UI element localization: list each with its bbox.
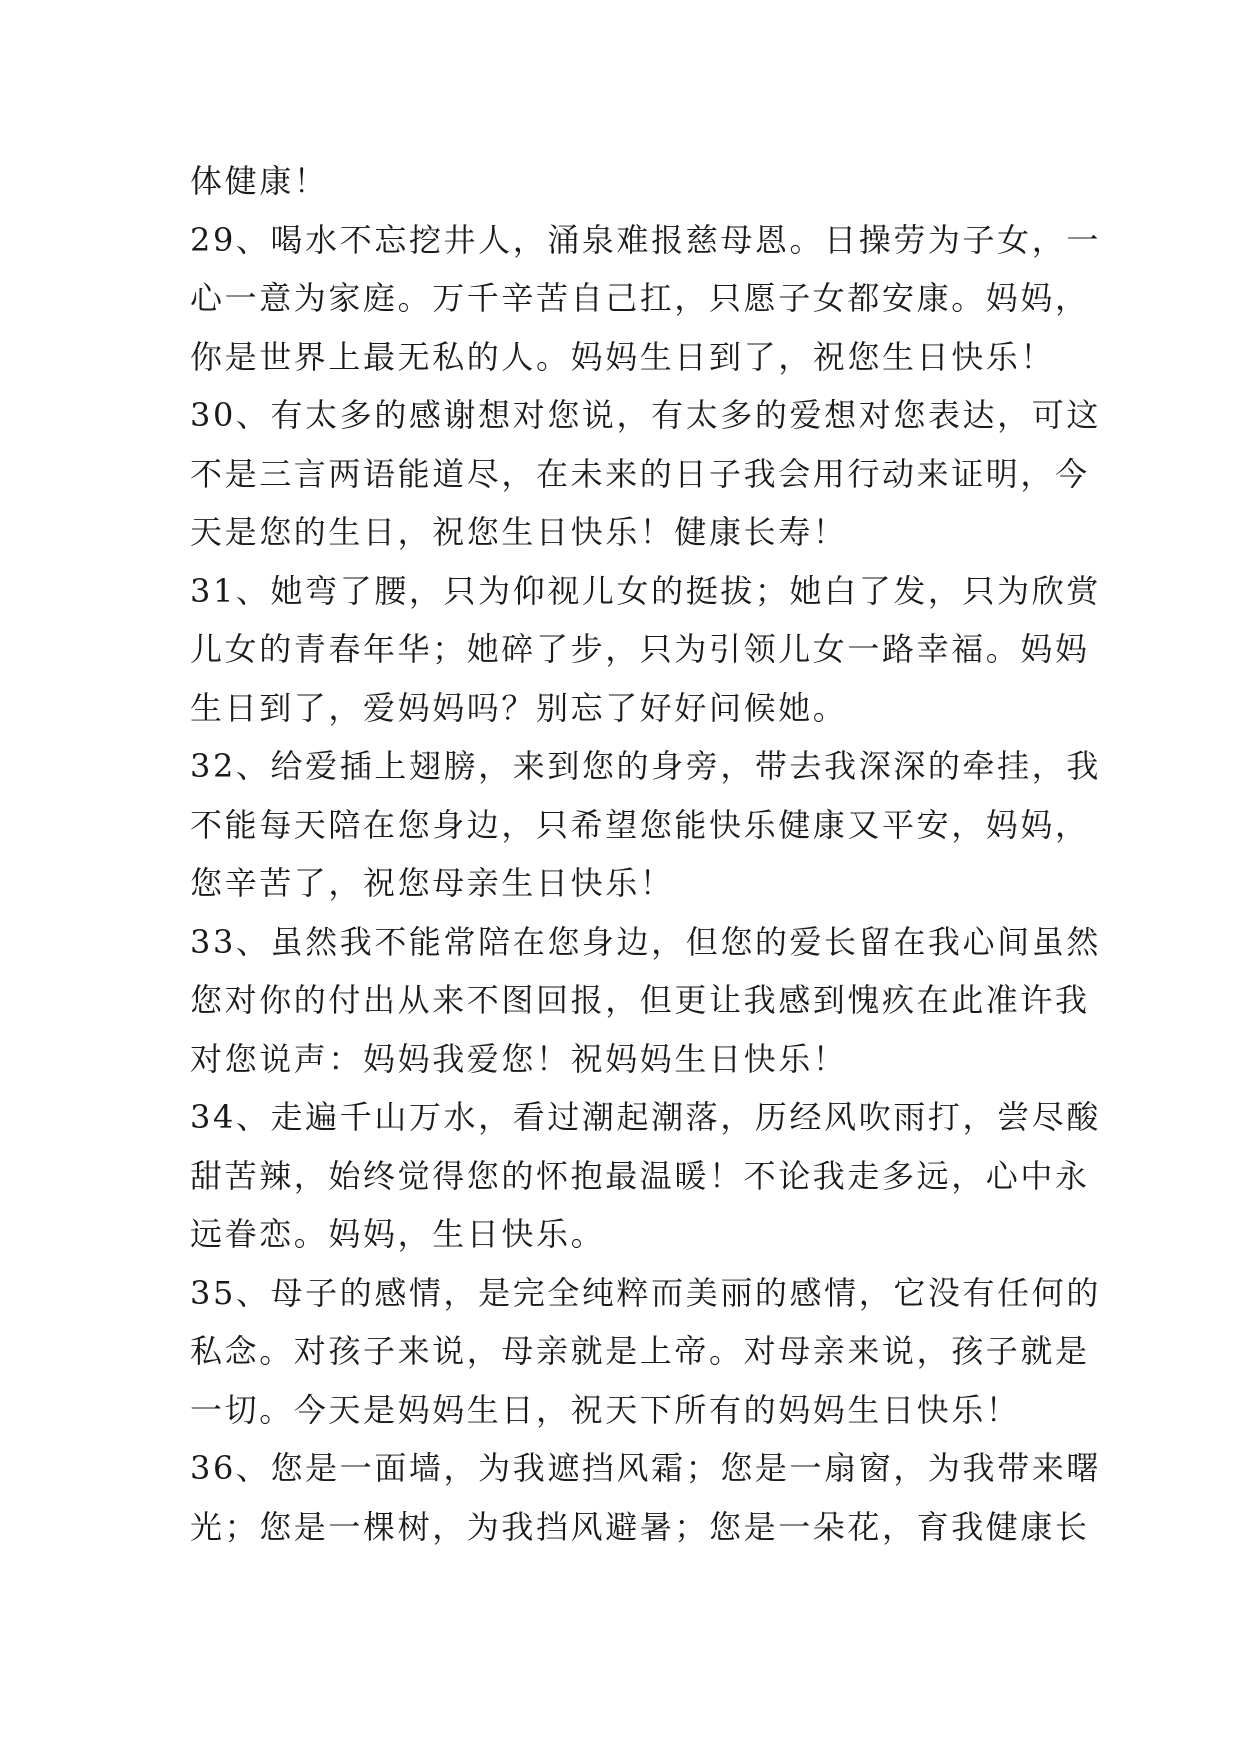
text-line: 您辛苦了，祝您母亲生日快乐！ xyxy=(190,864,675,902)
text-line: 生日到了，爱妈妈吗？别忘了好好问候她。 xyxy=(190,688,848,727)
text-line: 体健康！ xyxy=(190,162,329,200)
text-line: 甜苦辣，始终觉得您的怀抱最温暖！不论我走多远，心中永 xyxy=(190,1156,1090,1195)
text-line: 对您说声：妈妈我爱您！祝妈妈生日快乐！ xyxy=(190,1039,848,1078)
text-line: 天是您的生日，祝您生日快乐！健康长寿！ xyxy=(190,513,848,551)
text-line: 29、喝水不忘挖井人，涌泉难报慈母恩。日操劳为子女，一 xyxy=(190,220,1101,259)
text-line: 32、给爱插上翅膀，来到您的身旁，带去我深深的牵挂，我 xyxy=(190,747,1101,785)
text-line: 35、母子的感情，是完全纯粹而美丽的感情，它没有任何的 xyxy=(190,1273,1101,1312)
document-body xyxy=(190,152,1101,1556)
text-line: 远眷恋。妈妈，生日快乐。 xyxy=(190,1215,606,1253)
text-line: 不能每天陪在您身边，只希望您能快乐健康又平安，妈妈， xyxy=(190,805,1090,844)
text-line: 一切。今天是妈妈生日，祝天下所有的妈妈生日快乐！ xyxy=(190,1390,1021,1429)
text-line: 心一意为家庭。万千辛苦自己扛，只愿子女都安康。妈妈， xyxy=(190,279,1090,317)
text-line: 31、她弯了腰，只为仰视儿女的挺拔；她白了发，只为欣赏 xyxy=(190,571,1101,610)
text-line: 你是世界上最无私的人。妈妈生日到了，祝您生日快乐！ xyxy=(190,337,1056,376)
text-line: 不是三言两语能道尽，在未来的日子我会用行动来证明，今 xyxy=(190,454,1090,493)
text-line: 30、有太多的感谢想对您说，有太多的爱想对您表达，可这 xyxy=(190,396,1101,434)
text-line: 私念。对孩子来说，母亲就是上帝。对母亲来说，孩子就是 xyxy=(190,1332,1090,1370)
text-line: 33、虽然我不能常陪在您身边，但您的爱长留在我心间虽然 xyxy=(190,922,1101,961)
text-line: 您对你的付出从来不图回报，但更让我感到愧疚在此准许我 xyxy=(190,981,1090,1019)
text-line: 34、走遍千山万水，看过潮起潮落，历经风吹雨打，尝尽酸 xyxy=(190,1098,1101,1136)
text-line: 光；您是一棵树，为我挡风避暑；您是一朵花，育我健康长 xyxy=(190,1507,1090,1546)
text-line: 儿女的青春年华；她碎了步，只为引领儿女一路幸福。妈妈 xyxy=(190,630,1090,668)
text-line: 36、您是一面墙，为我遮挡风霜；您是一扇窗，为我带来曙 xyxy=(190,1449,1101,1487)
